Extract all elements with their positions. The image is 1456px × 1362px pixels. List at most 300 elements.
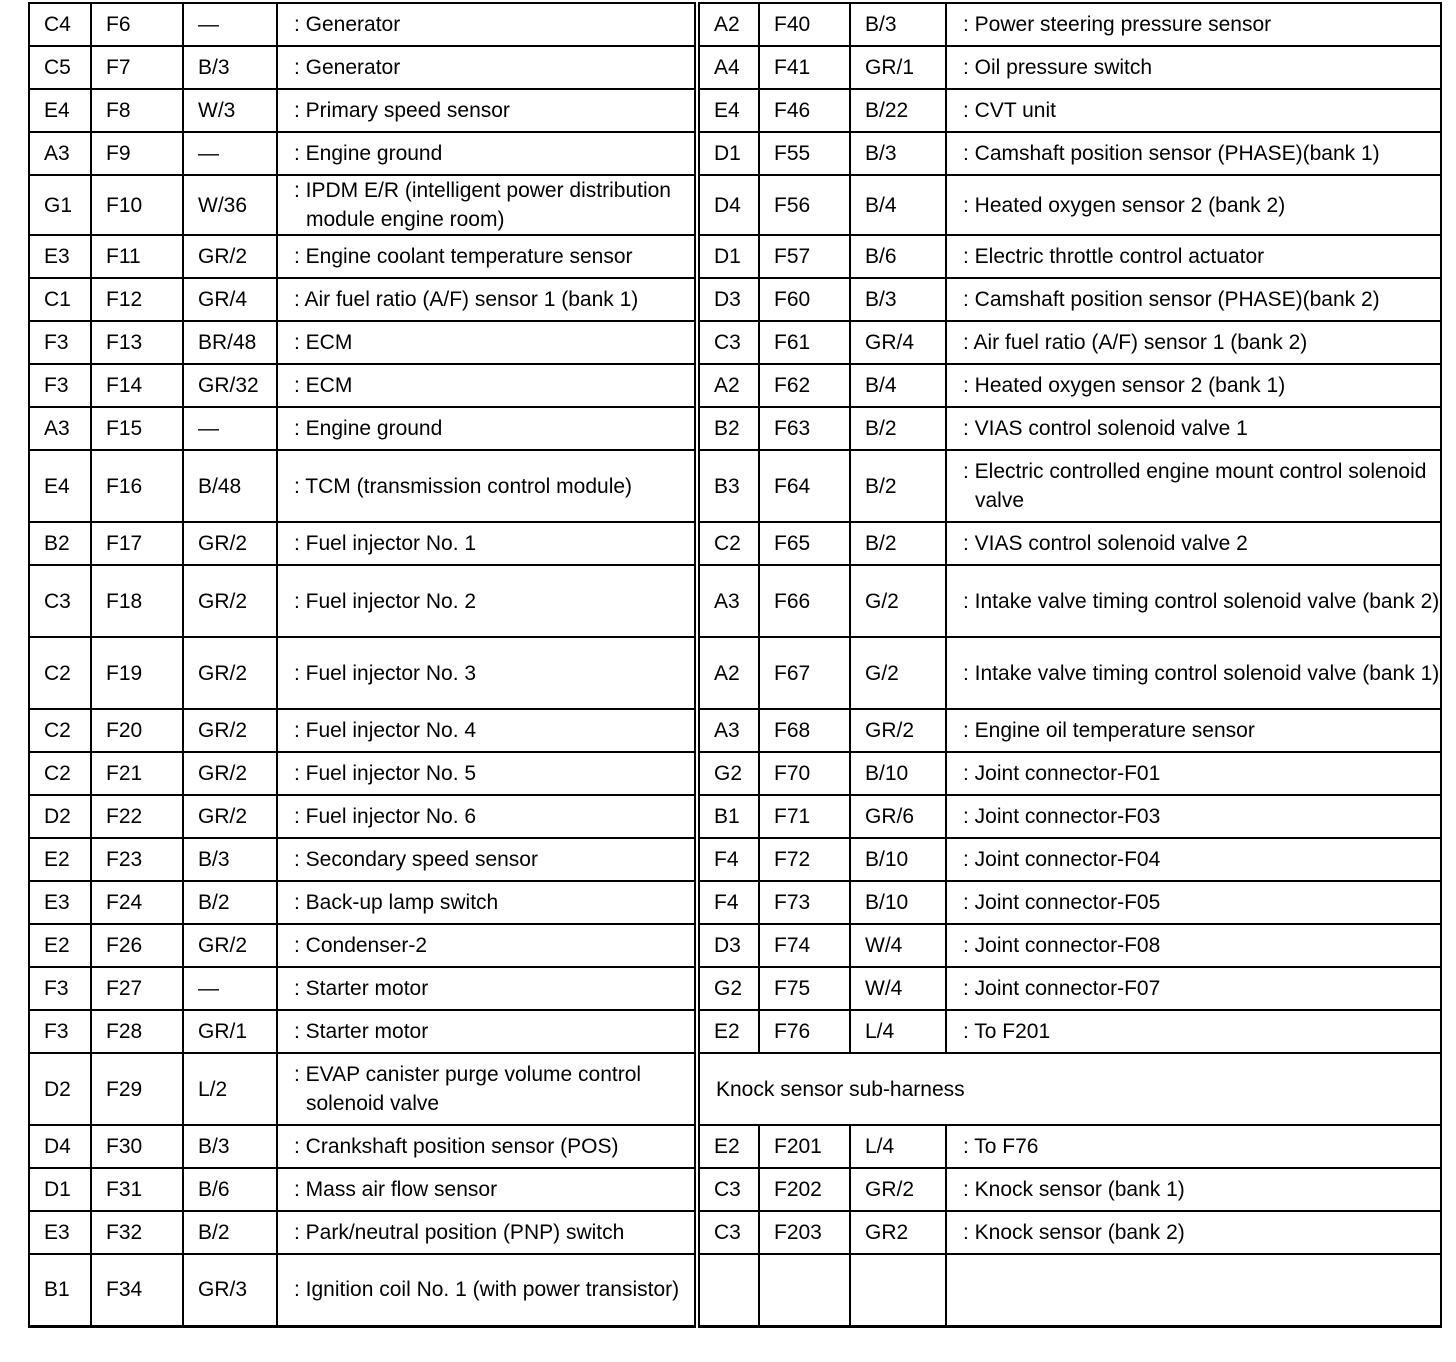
connector-type-cell-text: B/3 bbox=[198, 1135, 230, 1158]
grid-ref-cell-text: E2 bbox=[44, 848, 70, 871]
connector-type-cell-text: GR/2 bbox=[198, 805, 248, 828]
grid-ref-cell bbox=[29, 1254, 91, 1326]
connector-no-cell-text: F28 bbox=[106, 1020, 143, 1043]
connector-no-cell-text: F46 bbox=[774, 99, 811, 122]
connector-type-cell bbox=[850, 132, 946, 175]
connector-desc-cell-text: : Fuel injector No. 5 bbox=[294, 762, 477, 785]
connector-desc-cell bbox=[946, 1010, 1441, 1053]
connector-no-cell bbox=[91, 967, 183, 1010]
connector-desc-cell bbox=[277, 967, 697, 1010]
connector-type-cell-text: GR2 bbox=[865, 1221, 909, 1244]
connector-no-cell bbox=[91, 46, 183, 89]
grid-ref-cell-text: C2 bbox=[44, 762, 71, 785]
connector-desc-cell bbox=[946, 1211, 1441, 1254]
connector-no-cell-text: F75 bbox=[774, 977, 811, 1000]
connector-desc-cell bbox=[946, 175, 1441, 235]
connector-no-cell-text: F61 bbox=[774, 331, 811, 354]
grid-ref-cell-text: F3 bbox=[44, 1020, 69, 1043]
grid-ref-cell bbox=[697, 321, 759, 364]
connector-desc-cell-text: : Engine coolant temperature sensor bbox=[294, 245, 633, 268]
connector-type-cell-text: W/36 bbox=[198, 193, 248, 217]
connector-no-cell bbox=[91, 450, 183, 522]
connector-no-cell-text: F18 bbox=[106, 589, 143, 613]
grid-ref-cell bbox=[697, 967, 759, 1010]
connector-type-cell bbox=[850, 46, 946, 89]
connector-type-cell-text: GR/1 bbox=[198, 1020, 248, 1043]
connector-no-cell-text: F19 bbox=[106, 661, 143, 685]
connector-no-cell bbox=[759, 321, 850, 364]
connector-no-cell-text: F67 bbox=[774, 661, 811, 685]
connector-desc-cell-text: : CVT unit bbox=[963, 99, 1056, 122]
table-row bbox=[29, 1010, 1441, 1053]
grid-ref-cell-text: A3 bbox=[714, 589, 740, 613]
grid-ref-cell bbox=[697, 522, 759, 565]
connector-no-cell bbox=[759, 1211, 850, 1254]
connector-type-cell bbox=[183, 89, 277, 132]
grid-ref-cell bbox=[29, 838, 91, 881]
grid-ref-cell bbox=[697, 795, 759, 838]
grid-ref-cell bbox=[697, 752, 759, 795]
connector-desc-cell bbox=[946, 752, 1441, 795]
connector-type-cell bbox=[183, 795, 277, 838]
connector-no-cell bbox=[91, 881, 183, 924]
table-row bbox=[29, 967, 1441, 1010]
connector-type-cell bbox=[850, 321, 946, 364]
connector-no-cell bbox=[91, 407, 183, 450]
connector-desc-cell bbox=[946, 881, 1441, 924]
connector-desc-cell-text: : Joint connector-F03 bbox=[963, 805, 1161, 828]
connector-desc-cell bbox=[277, 46, 697, 89]
grid-ref-cell-text: B2 bbox=[44, 532, 70, 555]
connector-type-cell-text: B/10 bbox=[865, 848, 909, 871]
grid-ref-cell-text: C2 bbox=[44, 719, 71, 742]
connector-desc-cell-text: : Knock sensor (bank 1) bbox=[963, 1178, 1185, 1201]
connector-desc-cell bbox=[946, 565, 1441, 637]
connector-no-cell-text: F57 bbox=[774, 245, 811, 268]
connector-type-cell-text: BR/48 bbox=[198, 331, 257, 354]
connector-no-cell bbox=[759, 565, 850, 637]
connector-no-cell bbox=[759, 752, 850, 795]
grid-ref-cell-text: A3 bbox=[44, 417, 70, 440]
connector-desc-cell bbox=[277, 3, 697, 46]
grid-ref-cell bbox=[29, 565, 91, 637]
connector-type-cell-text: B/2 bbox=[865, 532, 897, 555]
connector-desc-cell-text: : Heated oxygen sensor 2 (bank 2) bbox=[963, 193, 1286, 217]
connector-no-cell-text: F31 bbox=[106, 1178, 143, 1201]
connector-type-cell bbox=[183, 967, 277, 1010]
connector-desc-cell bbox=[946, 1168, 1441, 1211]
grid-ref-cell bbox=[29, 321, 91, 364]
connector-type-cell bbox=[183, 278, 277, 321]
grid-ref-cell-text: F3 bbox=[44, 331, 69, 354]
connector-type-cell bbox=[850, 967, 946, 1010]
connector-type-cell bbox=[183, 522, 277, 565]
connector-desc-cell-text: : Camshaft position sensor (PHASE)(bank 1) bbox=[963, 142, 1380, 165]
connector-type-cell bbox=[183, 565, 277, 637]
connector-no-cell-text: F8 bbox=[106, 99, 131, 122]
connector-desc-cell-text: : Heated oxygen sensor 2 (bank 1) bbox=[963, 374, 1286, 397]
subharness-title-text: Knock sensor sub-harness bbox=[716, 1077, 965, 1101]
connector-desc-cell-text: : Generator bbox=[294, 56, 401, 79]
connector-no-cell bbox=[759, 235, 850, 278]
grid-ref-cell bbox=[697, 1168, 759, 1211]
table-row bbox=[29, 235, 1441, 278]
connector-desc-cell-text: : ECM bbox=[294, 374, 353, 397]
connector-type-cell bbox=[183, 1254, 277, 1326]
connector-desc-cell-text: : Intake valve timing control solenoid valve (bank 2) bbox=[963, 589, 1440, 613]
connector-desc-cell bbox=[946, 321, 1441, 364]
connector-desc-cell-text: : Electric controlled engine mount control solenoid valve bbox=[963, 460, 1427, 512]
connector-type-cell-text: B/48 bbox=[198, 474, 242, 498]
grid-ref-cell bbox=[29, 881, 91, 924]
connector-no-cell bbox=[91, 89, 183, 132]
connector-type-cell bbox=[850, 1010, 946, 1053]
grid-ref-cell bbox=[29, 450, 91, 522]
connector-type-cell bbox=[850, 407, 946, 450]
connector-no-cell-text: F17 bbox=[106, 532, 143, 555]
connector-desc-cell-text: : Joint connector-F07 bbox=[963, 977, 1161, 1000]
connector-type-cell-text: L/2 bbox=[198, 1077, 228, 1101]
connector-desc-cell-text: : Park/neutral position (PNP) switch bbox=[294, 1221, 625, 1244]
connector-desc-cell bbox=[277, 321, 697, 364]
table-row bbox=[29, 89, 1441, 132]
connector-desc-cell bbox=[277, 838, 697, 881]
connector-desc-cell bbox=[946, 407, 1441, 450]
connector-no-cell bbox=[91, 522, 183, 565]
connector-desc-cell-text: : Fuel injector No. 2 bbox=[294, 589, 477, 613]
connector-desc-cell bbox=[946, 89, 1441, 132]
connector-desc-cell-text: : Joint connector-F08 bbox=[963, 934, 1161, 957]
connector-type-cell-text: B/3 bbox=[865, 142, 897, 165]
connector-type-cell bbox=[183, 235, 277, 278]
connector-desc-cell-text: : EVAP canister purge volume control solenoid valve bbox=[294, 1063, 642, 1115]
connector-desc-cell bbox=[946, 1125, 1441, 1168]
table-row bbox=[29, 450, 1441, 522]
connector-type-cell-text: L/4 bbox=[865, 1135, 895, 1158]
grid-ref-cell bbox=[29, 522, 91, 565]
connector-desc-cell-text: : Engine oil temperature sensor bbox=[963, 719, 1255, 742]
connector-table-body bbox=[29, 3, 1441, 1326]
connector-desc-cell-text: : Joint connector-F04 bbox=[963, 848, 1161, 871]
connector-type-cell bbox=[850, 565, 946, 637]
connector-no-cell-text: F56 bbox=[774, 193, 811, 217]
table-row bbox=[29, 175, 1441, 235]
connector-desc-cell bbox=[277, 132, 697, 175]
connector-type-cell bbox=[850, 235, 946, 278]
connector-no-cell bbox=[759, 89, 850, 132]
grid-ref-cell-text: C3 bbox=[714, 331, 741, 354]
grid-ref-cell-text: C3 bbox=[44, 589, 71, 613]
connector-desc-cell bbox=[946, 46, 1441, 89]
grid-ref-cell-text: E2 bbox=[44, 934, 70, 957]
connector-type-cell-text: GR/2 bbox=[198, 245, 248, 268]
connector-desc-cell bbox=[946, 450, 1441, 522]
connector-no-cell-text: F63 bbox=[774, 417, 811, 440]
connector-type-cell bbox=[850, 924, 946, 967]
connector-type-cell-text: B/6 bbox=[198, 1178, 230, 1201]
table-row bbox=[29, 795, 1441, 838]
grid-ref-cell-text: C2 bbox=[44, 661, 71, 685]
connector-no-cell-text: F29 bbox=[106, 1077, 143, 1101]
connector-desc-cell bbox=[946, 967, 1441, 1010]
connector-desc-cell bbox=[946, 522, 1441, 565]
grid-ref-cell bbox=[29, 637, 91, 709]
grid-ref-cell bbox=[697, 565, 759, 637]
grid-ref-cell bbox=[29, 1125, 91, 1168]
connector-desc-cell bbox=[277, 278, 697, 321]
connector-no-cell-text: F66 bbox=[774, 589, 811, 613]
subharness-title bbox=[697, 1053, 1441, 1125]
connector-no-cell bbox=[759, 924, 850, 967]
connector-no-cell-text: F202 bbox=[774, 1178, 822, 1201]
connector-type-cell-text: W/4 bbox=[865, 977, 903, 1000]
grid-ref-cell bbox=[29, 3, 91, 46]
connector-desc-cell bbox=[946, 132, 1441, 175]
connector-no-cell-text: F55 bbox=[774, 142, 811, 165]
grid-ref-cell-text: D4 bbox=[714, 193, 741, 217]
connector-desc-cell-text: : Ignition coil No. 1 (with power transistor) bbox=[294, 1278, 680, 1302]
grid-ref-cell bbox=[697, 1125, 759, 1168]
connector-type-cell-text: — bbox=[198, 977, 219, 1000]
grid-ref-cell bbox=[29, 752, 91, 795]
connector-type-cell-text: W/3 bbox=[198, 99, 236, 122]
grid-ref-cell bbox=[697, 838, 759, 881]
connector-type-cell-text: B/3 bbox=[865, 13, 897, 36]
empty-cell bbox=[850, 1254, 946, 1326]
connector-desc-cell-text: : Starter motor bbox=[294, 977, 429, 1000]
grid-ref-cell bbox=[29, 709, 91, 752]
connector-type-cell-text: B/6 bbox=[865, 245, 897, 268]
connector-desc-cell-text: : Intake valve timing control solenoid valve (bank 1) bbox=[963, 661, 1440, 685]
connector-desc-cell bbox=[946, 795, 1441, 838]
table-row bbox=[29, 565, 1441, 637]
connector-desc-cell bbox=[277, 522, 697, 565]
connector-no-cell-text: F68 bbox=[774, 719, 811, 742]
connector-type-cell bbox=[183, 1053, 277, 1125]
grid-ref-cell-text: G2 bbox=[714, 762, 743, 785]
grid-ref-cell bbox=[697, 1211, 759, 1254]
connector-no-cell-text: F74 bbox=[774, 934, 811, 957]
grid-ref-cell-text: E3 bbox=[44, 245, 70, 268]
connector-type-cell bbox=[850, 1211, 946, 1254]
connector-desc-cell bbox=[277, 709, 697, 752]
connector-no-cell-text: F13 bbox=[106, 331, 143, 354]
grid-ref-cell bbox=[29, 967, 91, 1010]
table-row bbox=[29, 881, 1441, 924]
connector-type-cell-text: G/2 bbox=[865, 589, 899, 613]
connector-type-cell bbox=[850, 3, 946, 46]
grid-ref-cell bbox=[697, 637, 759, 709]
grid-ref-cell-text: D2 bbox=[44, 805, 71, 828]
connector-no-cell bbox=[759, 881, 850, 924]
table-row bbox=[29, 321, 1441, 364]
connector-type-cell bbox=[183, 175, 277, 235]
connector-type-cell bbox=[850, 1168, 946, 1211]
grid-ref-cell bbox=[29, 175, 91, 235]
table-row bbox=[29, 522, 1441, 565]
connector-no-cell bbox=[91, 838, 183, 881]
grid-ref-cell-text: C3 bbox=[714, 1178, 741, 1201]
connector-type-cell-text: B/2 bbox=[198, 1221, 230, 1244]
grid-ref-cell-text: A2 bbox=[714, 13, 740, 36]
connector-no-cell bbox=[91, 321, 183, 364]
connector-type-cell bbox=[183, 838, 277, 881]
grid-ref-cell-text: E2 bbox=[714, 1135, 740, 1158]
connector-desc-cell-text: : Fuel injector No. 1 bbox=[294, 532, 477, 555]
connector-desc-cell-text: : Engine ground bbox=[294, 142, 443, 165]
connector-no-cell bbox=[759, 278, 850, 321]
connector-table-wrap bbox=[28, 2, 1440, 1328]
grid-ref-cell-text: D2 bbox=[44, 1077, 71, 1101]
table-row bbox=[29, 752, 1441, 795]
connector-no-cell bbox=[91, 565, 183, 637]
connector-no-cell bbox=[91, 1211, 183, 1254]
connector-no-cell bbox=[759, 364, 850, 407]
connector-desc-cell-text: : Camshaft position sensor (PHASE)(bank 2) bbox=[963, 288, 1380, 311]
connector-desc-cell bbox=[277, 1010, 697, 1053]
grid-ref-cell-text: A4 bbox=[714, 56, 740, 79]
grid-ref-cell-text: D1 bbox=[44, 1178, 71, 1201]
grid-ref-cell bbox=[29, 1211, 91, 1254]
grid-ref-cell bbox=[29, 278, 91, 321]
connector-type-cell-text: GR/32 bbox=[198, 374, 259, 397]
connector-no-cell bbox=[91, 1010, 183, 1053]
table-row bbox=[29, 637, 1441, 709]
grid-ref-cell-text: F3 bbox=[44, 977, 69, 1000]
connector-type-cell-text: GR/2 bbox=[198, 934, 248, 957]
grid-ref-cell bbox=[697, 1010, 759, 1053]
grid-ref-cell bbox=[697, 175, 759, 235]
grid-ref-cell bbox=[29, 407, 91, 450]
connector-no-cell bbox=[759, 407, 850, 450]
table-row bbox=[29, 924, 1441, 967]
connector-type-cell-text: — bbox=[198, 417, 219, 440]
connector-no-cell bbox=[759, 838, 850, 881]
connector-desc-cell-text: : VIAS control solenoid valve 1 bbox=[963, 417, 1248, 440]
connector-no-cell-text: F76 bbox=[774, 1020, 811, 1043]
connector-no-cell-text: F26 bbox=[106, 934, 143, 957]
connector-no-cell bbox=[91, 235, 183, 278]
connector-desc-cell bbox=[277, 364, 697, 407]
connector-desc-cell bbox=[277, 1053, 697, 1125]
connector-desc-cell-text: : Condenser-2 bbox=[294, 934, 428, 957]
connector-type-cell bbox=[183, 364, 277, 407]
connector-no-cell bbox=[91, 278, 183, 321]
empty-cell bbox=[946, 1254, 1441, 1326]
connector-type-cell bbox=[850, 637, 946, 709]
connector-desc-cell bbox=[946, 278, 1441, 321]
connector-no-cell bbox=[759, 132, 850, 175]
connector-no-cell-text: F20 bbox=[106, 719, 143, 742]
connector-no-cell-text: F21 bbox=[106, 762, 143, 785]
connector-no-cell-text: F71 bbox=[774, 805, 811, 828]
grid-ref-cell bbox=[697, 450, 759, 522]
grid-ref-cell bbox=[29, 1010, 91, 1053]
empty-cell bbox=[759, 1254, 850, 1326]
grid-ref-cell bbox=[697, 235, 759, 278]
connector-desc-cell bbox=[277, 752, 697, 795]
connector-type-cell bbox=[183, 46, 277, 89]
connector-no-cell-text: F64 bbox=[774, 474, 811, 498]
connector-desc-cell-text: : ECM bbox=[294, 331, 353, 354]
connector-table bbox=[28, 2, 1442, 1328]
connector-type-cell bbox=[850, 364, 946, 407]
connector-type-cell bbox=[850, 450, 946, 522]
connector-desc-cell-text: : Crankshaft position sensor (POS) bbox=[294, 1135, 619, 1158]
connector-desc-cell-text: : Primary speed sensor bbox=[294, 99, 510, 122]
connector-desc-cell-text: : Joint connector-F01 bbox=[963, 762, 1161, 785]
connector-type-cell-text: GR/2 bbox=[198, 589, 248, 613]
connector-no-cell-text: F34 bbox=[106, 1278, 143, 1302]
table-row bbox=[29, 132, 1441, 175]
connector-no-cell bbox=[759, 709, 850, 752]
connector-type-cell-text: GR/2 bbox=[198, 532, 248, 555]
grid-ref-cell-text: C1 bbox=[44, 288, 71, 311]
connector-desc-cell-text: : Generator bbox=[294, 13, 401, 36]
grid-ref-cell-text: D3 bbox=[714, 934, 741, 957]
connector-desc-cell bbox=[946, 709, 1441, 752]
connector-no-cell-text: F14 bbox=[106, 374, 143, 397]
table-row bbox=[29, 3, 1441, 46]
connector-type-cell-text: B/22 bbox=[865, 99, 909, 122]
connector-type-cell bbox=[183, 1125, 277, 1168]
grid-ref-cell bbox=[29, 89, 91, 132]
connector-desc-cell bbox=[277, 881, 697, 924]
grid-ref-cell bbox=[29, 235, 91, 278]
grid-ref-cell-text: B1 bbox=[44, 1278, 70, 1302]
connector-type-cell-text: GR/4 bbox=[865, 331, 915, 354]
grid-ref-cell bbox=[29, 364, 91, 407]
connector-desc-cell-text: : IPDM E/R (intelligent power distribution module engine room) bbox=[294, 179, 671, 231]
connector-no-cell-text: F62 bbox=[774, 374, 811, 397]
connector-no-cell bbox=[759, 3, 850, 46]
connector-type-cell-text: GR/2 bbox=[865, 719, 915, 742]
connector-desc-cell bbox=[946, 924, 1441, 967]
connector-no-cell bbox=[759, 637, 850, 709]
empty-cell bbox=[697, 1254, 759, 1326]
grid-ref-cell bbox=[697, 3, 759, 46]
connector-type-cell bbox=[183, 1168, 277, 1211]
grid-ref-cell bbox=[29, 1168, 91, 1211]
connector-type-cell-text: GR/4 bbox=[198, 288, 248, 311]
connector-no-cell-text: F11 bbox=[106, 245, 141, 268]
connector-type-cell bbox=[850, 881, 946, 924]
connector-no-cell bbox=[759, 1168, 850, 1211]
connector-type-cell-text: B/4 bbox=[865, 374, 897, 397]
connector-no-cell bbox=[91, 924, 183, 967]
connector-no-cell bbox=[91, 364, 183, 407]
connector-no-cell-text: F22 bbox=[106, 805, 143, 828]
connector-type-cell-text: B/2 bbox=[865, 474, 897, 498]
connector-no-cell bbox=[759, 175, 850, 235]
connector-desc-cell bbox=[277, 450, 697, 522]
connector-type-cell bbox=[183, 924, 277, 967]
connector-type-cell-text: GR/2 bbox=[865, 1178, 915, 1201]
connector-type-cell bbox=[850, 278, 946, 321]
connector-desc-cell bbox=[277, 1125, 697, 1168]
connector-type-cell-text: B/10 bbox=[865, 891, 909, 914]
grid-ref-cell-text: A3 bbox=[44, 142, 70, 165]
connector-no-cell-text: F30 bbox=[106, 1135, 143, 1158]
connector-type-cell bbox=[850, 89, 946, 132]
connector-desc-cell-text: : Oil pressure switch bbox=[963, 56, 1153, 79]
table-row bbox=[29, 1053, 1441, 1125]
connector-desc-cell bbox=[946, 3, 1441, 46]
connector-type-cell-text: GR/2 bbox=[198, 762, 248, 785]
connector-type-cell-text: GR/6 bbox=[865, 805, 915, 828]
connector-no-cell-text: F41 bbox=[774, 56, 811, 79]
connector-type-cell-text: W/4 bbox=[865, 934, 903, 957]
